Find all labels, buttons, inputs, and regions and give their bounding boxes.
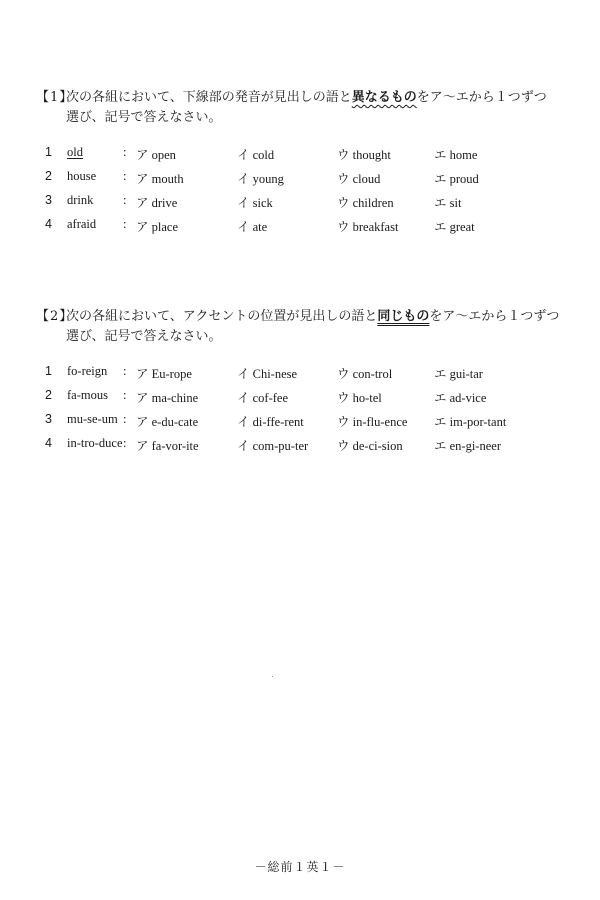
instruction-text: 次の各組において、アクセントの位置が見出しの語と (66, 309, 378, 324)
headword-text: old (67, 145, 83, 159)
colon: : (123, 145, 127, 159)
item-row (36, 214, 566, 238)
choice-a: ア place (136, 220, 178, 234)
item-number: 3 (45, 193, 52, 207)
item-number: 1 (45, 145, 52, 159)
headword: afraid (67, 217, 97, 231)
choice-i: イ di-ffe-rent (237, 415, 304, 429)
choice-a: ア e-du-cate (136, 415, 199, 429)
choice-i: イ Chi-nese (237, 367, 298, 381)
choice-u: ウ de-ci-sion (337, 439, 403, 453)
item-number: 4 (45, 217, 52, 231)
question-number: 【1】 (36, 90, 74, 105)
item-row (36, 433, 566, 457)
stray-mark (272, 676, 273, 677)
question-1 (36, 88, 566, 238)
choice-i: イ com-pu-ter (237, 439, 309, 453)
choice-u: ウ thought (337, 148, 391, 162)
choice-i: イ ate (237, 220, 268, 234)
choice-u: ウ children (337, 196, 394, 210)
choice-i: イ cold (237, 148, 275, 162)
choice-i: イ cof-fee (237, 391, 289, 405)
instruction-text-end: をア〜エから１つずつ (429, 309, 560, 324)
choice-a: ア mouth (136, 172, 184, 186)
instruction-emphasis: 異なるもの (351, 90, 417, 105)
question-number: 【2】 (36, 309, 74, 324)
question-2-items (36, 361, 566, 457)
choice-e: エ ad-vice (434, 391, 487, 405)
item-number: 1 (45, 364, 52, 378)
choice-e: エ en-gi-neer (434, 439, 501, 453)
question-2-instruction (36, 307, 566, 347)
choice-u: ウ ho-tel (337, 391, 382, 405)
instruction-text-end: をア〜エから１つずつ (416, 90, 547, 105)
question-2 (36, 307, 566, 457)
headword: in-tro-duce (67, 436, 123, 450)
choice-a: ア Eu-rope (136, 367, 192, 381)
choice-a: ア drive (136, 196, 178, 210)
headword: mu-se-um (67, 412, 118, 426)
item-number: 2 (45, 169, 52, 183)
headword: fa-mous (67, 388, 108, 402)
page-footer: －総前１英１－ (254, 860, 346, 874)
choice-u: ウ in-flu-ence (337, 415, 408, 429)
question-1-instruction (36, 88, 566, 128)
choice-e: エ proud (434, 172, 479, 186)
item-row (36, 409, 566, 433)
choice-e: エ great (434, 220, 475, 234)
colon: : (123, 436, 127, 450)
item-row (36, 166, 566, 190)
question-1-items (36, 142, 566, 238)
choice-e: エ home (434, 148, 478, 162)
choice-a: ア ma-chine (136, 391, 199, 405)
choice-u: ウ con-trol (337, 367, 393, 381)
headword: house (67, 169, 97, 183)
choice-u: ウ cloud (337, 172, 381, 186)
colon: : (123, 169, 127, 183)
item-number: 4 (45, 436, 52, 450)
choice-i: イ sick (237, 196, 273, 210)
instruction-line2: 選び、記号で答えなさい。 (66, 329, 222, 344)
colon: : (123, 364, 127, 378)
item-number: 2 (45, 388, 52, 402)
choice-a: ア open (136, 148, 176, 162)
colon: : (123, 193, 127, 207)
colon: : (123, 388, 127, 402)
headword: drink (67, 193, 94, 207)
headword (67, 145, 83, 160)
item-row (36, 190, 566, 214)
colon: : (123, 217, 127, 231)
colon: : (123, 412, 127, 426)
choice-a: ア fa-vor-ite (136, 439, 199, 453)
item-row (36, 361, 566, 385)
choice-e: エ sit (434, 196, 462, 210)
item-row (36, 142, 566, 166)
choice-u: ウ breakfast (337, 220, 399, 234)
choice-i: イ young (237, 172, 284, 186)
headword: fo-reign (67, 364, 108, 378)
instruction-line2: 選び、記号で答えなさい。 (66, 110, 222, 125)
item-row (36, 385, 566, 409)
instruction-text: 次の各組において、下線部の発音が見出しの語と (66, 90, 352, 105)
item-number: 3 (45, 412, 52, 426)
choice-e: エ gui-tar (434, 367, 483, 381)
instruction-emphasis: 同じもの (377, 309, 430, 324)
choice-e: エ im-por-tant (434, 415, 507, 429)
